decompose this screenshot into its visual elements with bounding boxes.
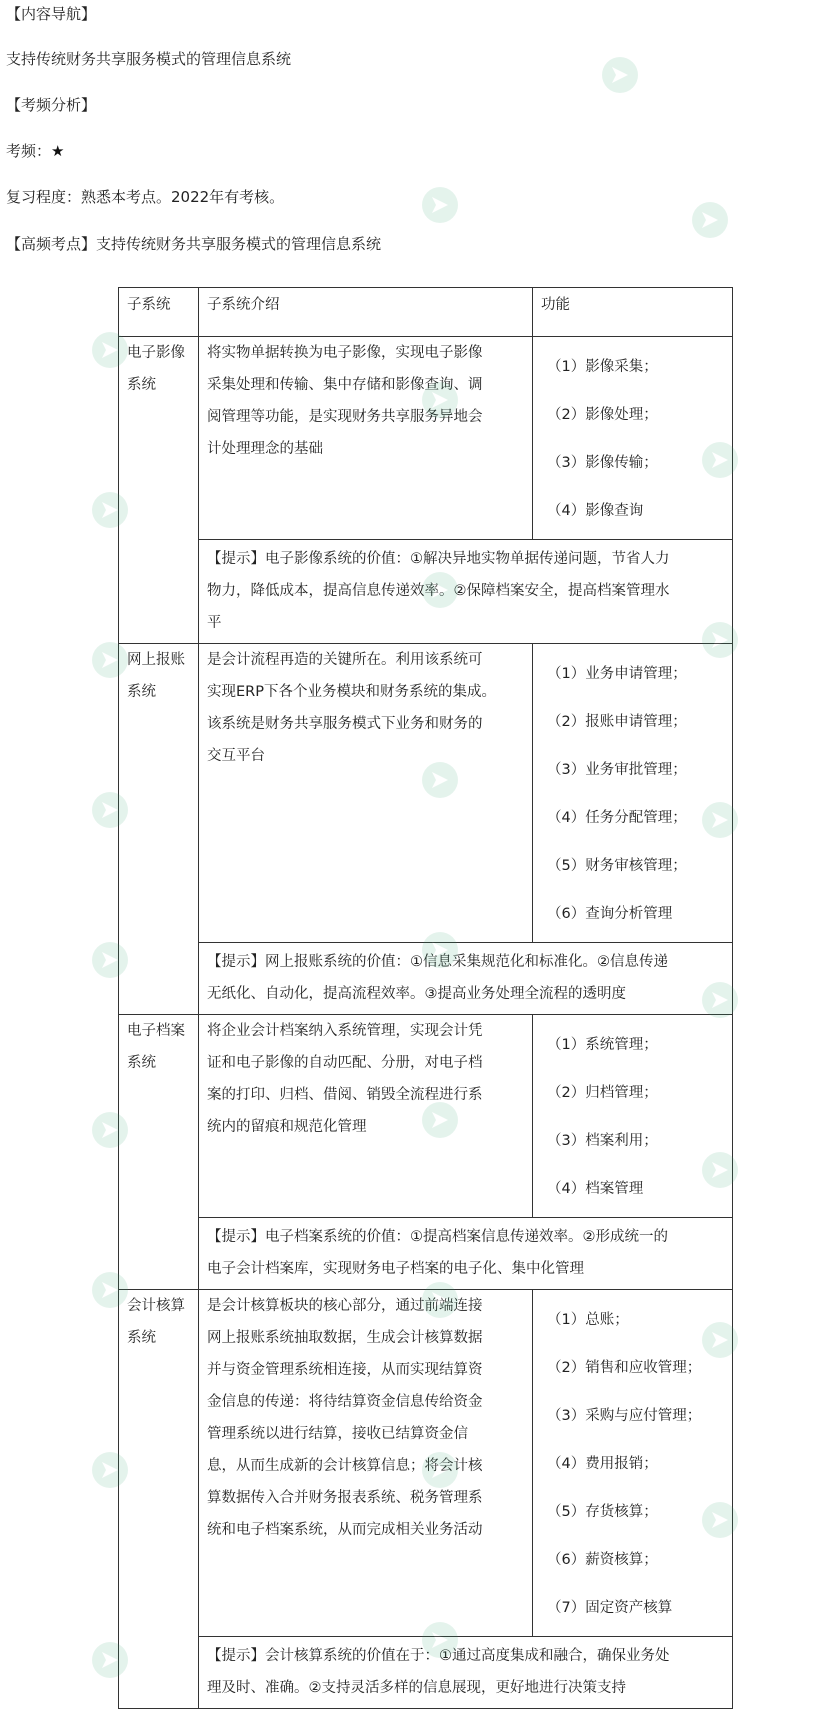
subsystem-intro (199, 1290, 533, 1637)
tip-line: 物力，降低成本，提高信息传递效率。②保障档案安全，提高档案管理水 (207, 583, 670, 599)
watermark-logo-icon (420, 185, 460, 225)
intro-line: 统和电子档案系统，从而完成相关业务活动 (207, 1522, 483, 1538)
intro-line: 采集处理和传输、集中存储和影像查询、调 (207, 377, 483, 393)
nav-text: 支持传统财务共享服务模式的管理信息系统 (6, 50, 292, 68)
intro-line: 算数据传入合并财务报表系统、税务管理系 (207, 1490, 483, 1506)
watermark-logo-icon (690, 200, 730, 240)
table-row (119, 337, 733, 540)
intro-line: 证和电子影像的自动匹配、分册，对电子档 (207, 1055, 483, 1071)
tip-row (119, 540, 733, 644)
subsystem-name (119, 644, 199, 1015)
intro-line: 实现ERP下各个业务模块和财务系统的集成。 (207, 684, 496, 700)
nav-title: 【内容导航】 (6, 5, 97, 23)
function-item: （2）报账申请管理； (547, 714, 687, 730)
subsystem-intro (199, 644, 533, 943)
function-item: （3）档案利用； (547, 1133, 658, 1149)
tip-row (119, 1637, 733, 1709)
subsystem-tip (199, 943, 733, 1015)
function-item: （1）业务申请管理； (547, 666, 687, 682)
intro-line: 将企业会计档案纳入系统管理，实现会计凭 (207, 1023, 483, 1039)
freq-label: 考频： (6, 142, 52, 160)
hot-point-title: 【高频考点】支持传统财务共享服务模式的管理信息系统 (6, 235, 382, 253)
tip-row (119, 943, 733, 1015)
intro-line: 是会计核算板块的核心部分，通过前端连接 (207, 1298, 483, 1314)
subsystem-intro (199, 337, 533, 540)
intro-line: 并与资金管理系统相连接，从而实现结算资 (207, 1362, 483, 1378)
function-item: （1）总账； (547, 1312, 629, 1328)
tip-line: 【提示】电子档案系统的价值：①提高档案信息传递效率。②形成统一的 (207, 1229, 668, 1245)
header-cell: 功能 (533, 288, 733, 337)
function-item: （5）存货核算； (547, 1504, 658, 1520)
name-line: 电子影像 (127, 345, 185, 361)
function-item: （2）归档管理； (547, 1085, 658, 1101)
name-line: 系统 (127, 1330, 156, 1346)
function-item: （4）档案管理 (547, 1181, 644, 1197)
function-item: （5）财务审核管理； (547, 858, 687, 874)
name-line: 系统 (127, 1055, 156, 1071)
function-item: （1）系统管理； (547, 1037, 658, 1053)
function-item: （3）影像传输； (547, 455, 658, 471)
intro-line: 网上报账系统抽取数据，生成会计核算数据 (207, 1330, 483, 1346)
intro-line: 息，从而生成新的会计核算信息；将会计核 (207, 1458, 483, 1474)
subsystem-intro (199, 1015, 533, 1218)
function-item: （2）影像处理； (547, 407, 658, 423)
review-text: 复习程度：熟悉本考点。2022年有考核。 (6, 188, 285, 206)
intro-line: 管理系统以进行结算，接收已结算资金信 (207, 1426, 468, 1442)
watermark-logo-icon (600, 55, 640, 95)
function-item: （7）固定资产核算 (547, 1600, 673, 1616)
subsystem-tip (199, 540, 733, 644)
function-item: （4）费用报销； (547, 1456, 658, 1472)
intro-line: 案的打印、归档、借阅、销毁全流程进行系 (207, 1087, 483, 1103)
star-icon: ★ (51, 142, 65, 160)
subsystem-tip (199, 1218, 733, 1290)
subsystem-functions (533, 1015, 733, 1218)
intro-line: 金信息的传递：将待结算资金信息传给资金 (207, 1394, 483, 1410)
tip-line: 【提示】电子影像系统的价值：①解决异地实物单据传递问题，节省人力 (207, 551, 670, 567)
function-item: （4）影像查询 (547, 503, 644, 519)
tip-line: 平 (207, 615, 222, 631)
intro-line: 该系统是财务共享服务模式下业务和财务的 (207, 716, 483, 732)
tip-line: 【提示】网上报账系统的价值：①信息采集规范化和标准化。②信息传递 (207, 954, 668, 970)
subsystem-name (119, 1290, 199, 1709)
subsystem-name (119, 337, 199, 644)
name-line: 系统 (127, 684, 156, 700)
name-line: 网上报账 (127, 652, 185, 668)
intro-line: 交互平台 (207, 748, 265, 764)
name-line: 会计核算 (127, 1298, 185, 1314)
subsystem-tip (199, 1637, 733, 1709)
function-item: （6）薪资核算； (547, 1552, 658, 1568)
tip-line: 理及时、准确。②支持灵活多样的信息展现，更好地进行决策支持 (207, 1680, 626, 1696)
intro-line: 是会计流程再造的关键所在。利用该系统可 (207, 652, 483, 668)
intro-line: 计处理理念的基础 (207, 441, 323, 457)
tip-row (119, 1218, 733, 1290)
tip-line: 无纸化、自动化，提高流程效率。③提高业务处理全流程的透明度 (207, 986, 626, 1002)
table-row (119, 1015, 733, 1218)
function-item: （2）销售和应收管理； (547, 1360, 702, 1376)
subsystem-name (119, 1015, 199, 1290)
function-item: （3）采购与应付管理； (547, 1408, 702, 1424)
systems-table (118, 287, 733, 1709)
freq-line (6, 140, 64, 162)
name-line: 系统 (127, 377, 156, 393)
function-item: （6）查询分析管理 (547, 906, 673, 922)
name-line: 电子档案 (127, 1023, 185, 1039)
function-item: （4）任务分配管理； (547, 810, 687, 826)
function-item: （1）影像采集； (547, 359, 658, 375)
subsystem-functions (533, 644, 733, 943)
intro-line: 将实物单据转换为电子影像，实现电子影像 (207, 345, 483, 361)
header-cell: 子系统 (119, 288, 199, 337)
table-row (119, 1290, 733, 1637)
table-header-row (119, 288, 733, 337)
tip-line: 【提示】会计核算系统的价值在于：①通过高度集成和融合，确保业务处 (207, 1648, 670, 1664)
subsystem-functions (533, 337, 733, 540)
intro-line: 阅管理等功能，是实现财务共享服务异地会 (207, 409, 483, 425)
header-cell: 子系统介绍 (199, 288, 533, 337)
subsystem-functions (533, 1290, 733, 1637)
tip-line: 电子会计档案库，实现财务电子档案的电子化、集中化管理 (207, 1261, 584, 1277)
function-item: （3）业务审批管理； (547, 762, 687, 778)
intro-line: 统内的留痕和规范化管理 (207, 1119, 367, 1135)
freq-title: 【考频分析】 (6, 96, 97, 114)
table-row (119, 644, 733, 943)
